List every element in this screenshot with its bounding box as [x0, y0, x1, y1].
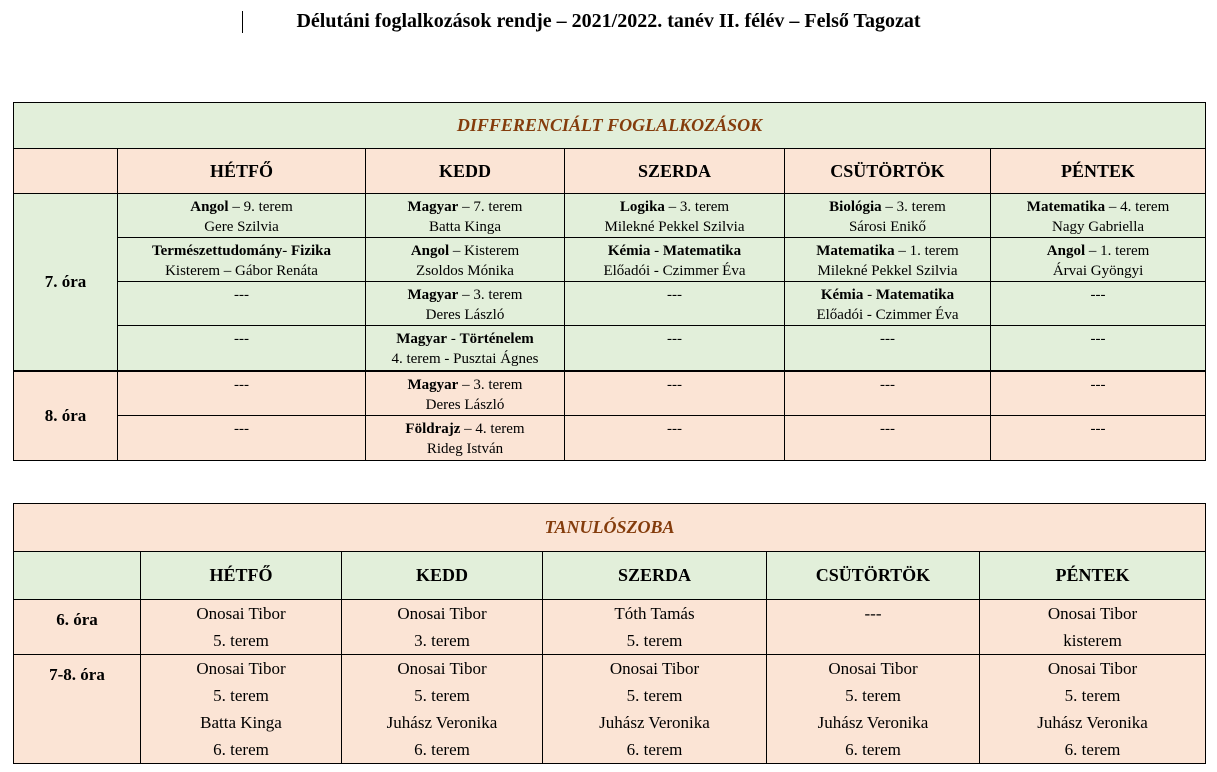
study-line: 5. terem: [626, 631, 683, 650]
teacher-line: Gere Szilvia: [204, 219, 279, 235]
subject-name: Matematika: [816, 243, 895, 259]
study-cell: [543, 655, 767, 764]
study-row: [14, 655, 1206, 764]
activity-cell: [366, 416, 565, 461]
empty-marker: ---: [667, 376, 682, 393]
activity-cell: [118, 238, 366, 282]
activity-cell: [118, 282, 366, 326]
room-text: – 7. terem: [458, 199, 523, 215]
study-line: Juhász Veronika: [817, 713, 929, 732]
activity-cell: [565, 282, 785, 326]
subject-name: Történelem: [459, 331, 534, 347]
subject-line: [118, 197, 365, 217]
study-line: 6. terem: [213, 740, 269, 759]
differencialt-table: [13, 102, 1206, 461]
subject-line: [366, 241, 564, 261]
day-header: CSÜTÖRTÖK: [767, 552, 980, 600]
subject-name: Magyar: [396, 331, 448, 347]
study-line: kisterem: [1063, 631, 1122, 650]
day-header: PÉNTEK: [991, 149, 1206, 194]
activity-cell: [785, 194, 991, 238]
activity-cell: [118, 326, 366, 371]
activity-cell: [991, 416, 1206, 461]
corner-cell: [14, 552, 141, 600]
subject-name: Angol: [1046, 243, 1086, 259]
study-line: Onosai Tibor: [397, 659, 487, 678]
activity-cell: [118, 371, 366, 416]
subject-name: Fizika: [291, 243, 331, 259]
room-text: – 4. terem: [1105, 199, 1170, 215]
study-line: ---: [864, 604, 882, 623]
subject-name: Matematika: [1026, 199, 1106, 215]
day-header: CSÜTÖRTÖK: [785, 149, 991, 194]
activity-cell: [785, 416, 991, 461]
room-text: – 3. terem: [881, 199, 946, 215]
subject-name: Logika: [619, 199, 665, 215]
room-text: – 3. terem: [458, 287, 523, 303]
subject-name: Matematika: [662, 243, 742, 259]
study-cell: [767, 600, 980, 655]
room-text: – 1. terem: [1085, 243, 1150, 259]
teacher-line: Zsoldos Mónika: [416, 263, 514, 279]
teacher-line: Milekné Pekkel Szilvia: [817, 263, 958, 279]
subject-name: Kémia: [607, 243, 651, 259]
study-line: 5. terem: [1064, 686, 1121, 705]
activity-cell: [118, 194, 366, 238]
room-text: – 4. terem: [460, 421, 525, 437]
study-row: [14, 600, 1206, 655]
activity-cell: [118, 416, 366, 461]
day-header: KEDD: [342, 552, 543, 600]
day-header: SZERDA: [543, 552, 767, 600]
activity-cell: [785, 238, 991, 282]
subject-line: [366, 329, 564, 349]
subject-line: [785, 285, 990, 305]
study-line: 5. terem: [845, 686, 901, 705]
subject-name: Biológia: [829, 199, 882, 215]
teacher-line: Előadói - Czimmer Éva: [816, 307, 959, 323]
study-cell: [141, 600, 342, 655]
subject-line: [785, 197, 990, 217]
subject-line: [366, 375, 564, 395]
empty-marker: ---: [1090, 421, 1106, 437]
activity-cell: [366, 371, 565, 416]
activity-cell: [565, 371, 785, 416]
differencialt-title: DIFFERENCIÁLT FOGLALKOZÁSOK: [14, 103, 1206, 149]
hour-label: 7. óra: [14, 194, 118, 371]
study-line: Onosai Tibor: [196, 659, 286, 678]
activity-cell: [366, 194, 565, 238]
subject-line: [785, 241, 990, 261]
study-line: Onosai Tibor: [1047, 659, 1138, 678]
empty-marker: ---: [1090, 287, 1106, 303]
study-line: Tóth Tamás: [614, 604, 695, 623]
empty-marker: ---: [234, 376, 249, 393]
empty-marker: ---: [234, 331, 249, 347]
day-header: PÉNTEK: [980, 552, 1206, 600]
activity-cell: [991, 326, 1206, 371]
teacher-line: Deres László: [425, 307, 505, 323]
activity-cell: [785, 326, 991, 371]
study-line: 5. terem: [414, 686, 470, 705]
schedule-row: [14, 194, 1206, 238]
activity-cell: [991, 238, 1206, 282]
teacher-line: Előadói - Czimmer Éva: [603, 263, 746, 279]
room-text: – 3. terem: [458, 376, 523, 393]
subject-separator: -: [650, 243, 663, 259]
subject-name: Magyar: [407, 287, 459, 303]
subject-separator: -: [447, 331, 460, 347]
room-text: – Kisterem: [449, 243, 520, 259]
page-title: Délutáni foglalkozások rendje – 2021/2022. tanév II. félév – Felső Tagozat: [296, 10, 921, 32]
study-cell: [141, 655, 342, 764]
room-text: – 3. terem: [664, 199, 730, 215]
empty-marker: ---: [1090, 331, 1106, 347]
activity-cell: [991, 194, 1206, 238]
room-text: – 9. terem: [228, 199, 293, 215]
activity-cell: [565, 238, 785, 282]
study-line: 5. terem: [213, 686, 269, 705]
subject-line: [366, 285, 564, 305]
day-header: HÉTFŐ: [118, 149, 366, 194]
schedule-row: [14, 371, 1206, 416]
subject-name: Kémia: [820, 287, 864, 303]
teacher-line: Kisterem – Gábor Renáta: [165, 263, 318, 279]
study-cell: [980, 600, 1206, 655]
subject-separator: -: [863, 287, 876, 303]
subject-line: [366, 419, 564, 439]
hour-label: 6. óra: [14, 600, 141, 655]
empty-marker: ---: [234, 287, 249, 303]
activity-cell: [366, 326, 565, 371]
empty-marker: ---: [880, 421, 895, 437]
study-line: Onosai Tibor: [196, 604, 286, 623]
schedule-row: [14, 238, 1206, 282]
subject-name: Angol: [410, 243, 450, 259]
subject-line: [991, 197, 1205, 217]
teacher-line: Sárosi Enikő: [848, 219, 927, 235]
day-header: SZERDA: [565, 149, 785, 194]
subject-name: Földrajz: [405, 421, 461, 437]
hour-label: 8. óra: [14, 371, 118, 461]
subject-line: [118, 241, 365, 261]
teacher-line: Árvai Gyöngyi: [1052, 263, 1144, 279]
study-line: Juhász Veronika: [386, 713, 498, 732]
empty-marker: ---: [667, 287, 682, 303]
subject-name: Angol: [190, 199, 229, 215]
study-line: 6. terem: [1064, 740, 1121, 759]
study-cell: [767, 655, 980, 764]
teacher-line: Rideg István: [426, 441, 504, 457]
study-line: Onosai Tibor: [828, 659, 918, 678]
study-cell: [543, 600, 767, 655]
day-header: HÉTFŐ: [141, 552, 342, 600]
study-line: 3. terem: [414, 631, 470, 650]
subject-name: Matematika: [875, 287, 955, 303]
corner-cell: [14, 149, 118, 194]
day-header: KEDD: [366, 149, 565, 194]
study-line: Onosai Tibor: [609, 659, 700, 678]
schedule-row: [14, 326, 1206, 371]
empty-marker: ---: [880, 331, 895, 347]
study-line: Batta Kinga: [200, 713, 282, 732]
tanuloszoba-table: [13, 503, 1206, 764]
subject-separator: -: [282, 243, 291, 259]
activity-cell: [565, 416, 785, 461]
subject-line: [565, 241, 784, 261]
subject-line: [565, 197, 784, 217]
teacher-line: Deres László: [425, 396, 505, 413]
day-header-row: [14, 149, 1206, 194]
study-line: Onosai Tibor: [397, 604, 487, 623]
study-line: 5. terem: [626, 686, 683, 705]
study-line: 6. terem: [414, 740, 470, 759]
study-cell: [980, 655, 1206, 764]
room-text: – 1. terem: [894, 243, 959, 259]
study-cell: [342, 655, 543, 764]
study-line: Juhász Veronika: [1037, 713, 1148, 732]
schedule-row: [14, 416, 1206, 461]
empty-marker: ---: [667, 421, 682, 437]
empty-marker: ---: [234, 421, 249, 437]
study-cell: [342, 600, 543, 655]
empty-marker: ---: [1090, 376, 1106, 393]
study-line: 6. terem: [626, 740, 683, 759]
empty-marker: ---: [667, 331, 682, 347]
teacher-line: Batta Kinga: [428, 219, 502, 235]
subject-name: Magyar: [407, 376, 459, 393]
teacher-line: Nagy Gabriella: [1052, 219, 1145, 235]
subject-line: [991, 241, 1205, 261]
study-line: 5. terem: [213, 631, 269, 650]
activity-cell: [991, 371, 1206, 416]
day-header-row: [14, 552, 1206, 600]
activity-cell: [785, 371, 991, 416]
teacher-line: 4. terem - Pusztai Ágnes: [391, 351, 539, 367]
tanuloszoba-title: TANULÓSZOBA: [14, 504, 1206, 552]
schedule-row: [14, 282, 1206, 326]
teacher-line: Milekné Pekkel Szilvia: [604, 219, 745, 235]
subject-name: Magyar: [407, 199, 459, 215]
activity-cell: [991, 282, 1206, 326]
activity-cell: [785, 282, 991, 326]
study-line: Juhász Veronika: [599, 713, 710, 732]
activity-cell: [366, 282, 565, 326]
subject-line: [366, 197, 564, 217]
study-line: 6. terem: [845, 740, 901, 759]
activity-cell: [565, 194, 785, 238]
subject-name: Természettudomány: [151, 243, 283, 259]
activity-cell: [366, 238, 565, 282]
empty-marker: ---: [880, 376, 895, 393]
activity-cell: [565, 326, 785, 371]
hour-label: 7-8. óra: [14, 655, 141, 764]
study-line: Onosai Tibor: [1047, 604, 1138, 623]
